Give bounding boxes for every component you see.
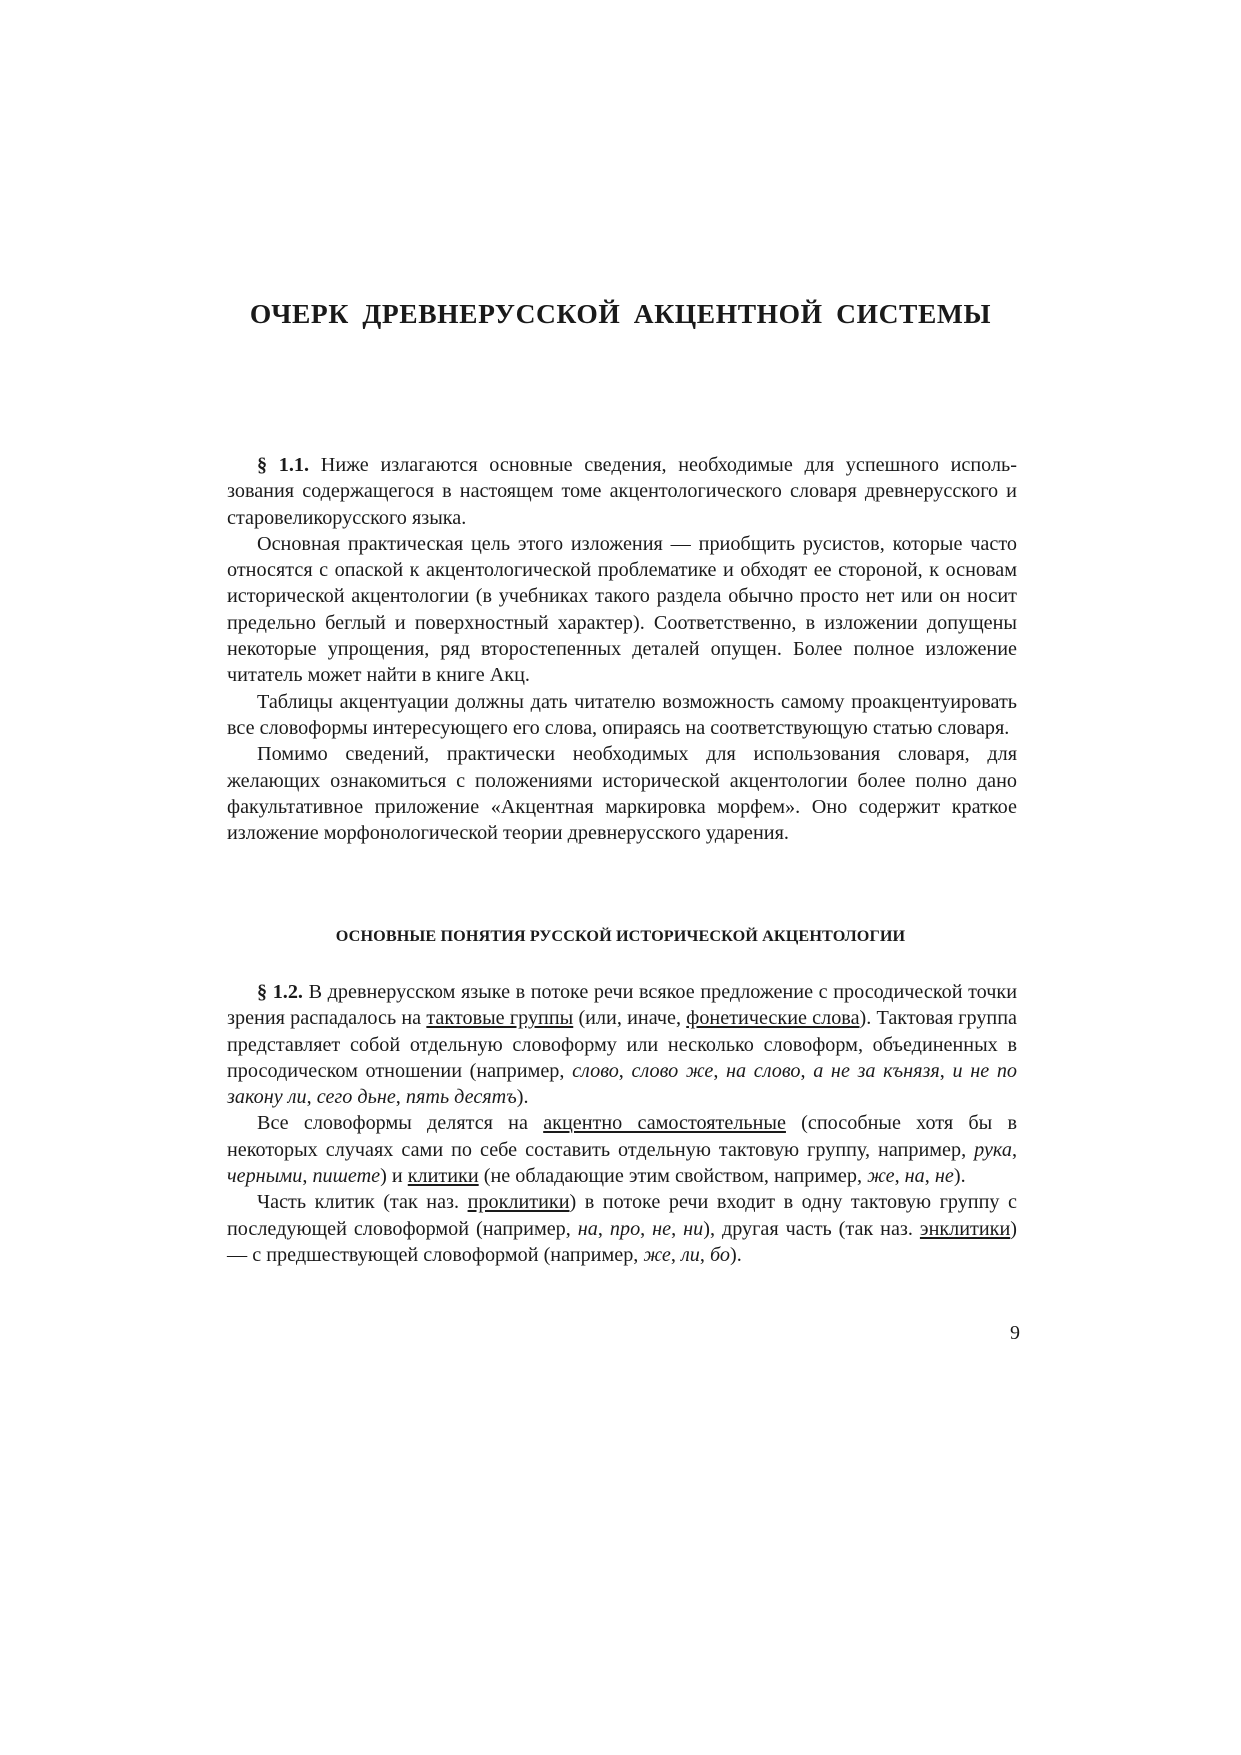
example: на [904,1165,925,1188]
paragraph: § 1.1. Ниже излагаются основные сведения, необходимые для успешного использования содержащегося в настоящем томе акцентологического словаря древнерусского и старовеликорусского языка. [227,454,1018,529]
example: же [643,1243,671,1266]
term: акцентно самостоятельные [543,1112,786,1135]
paragraph: Помимо сведений, практически необходимых для использования словаря, для желающих ознакомиться с положениями исторической акцентологии более полно дано факультативное приложение «Акцентная маркировка морфем». Оно содержит краткое изложение морфонологической теории древнерусского ударения. [227,743,1017,845]
example: сего дьне [316,1086,396,1109]
example: же [867,1165,895,1188]
term: энклитики [919,1217,1011,1240]
section-heading: ОСНОВНЫЕ ПОНЯТИЯ РУССКОЙ ИСТОРИЧЕСКОЙ АКЦЕНТОЛОГИИ [335,927,906,945]
example: и не по закону ли [227,1059,1018,1109]
example: слово же [631,1059,714,1082]
term: тактовые группы [426,1007,574,1030]
paragraph: Таблицы акцентуации должны дать читателю возможность самому проакцентуировать все словоформы интересующего его слова, опираясь на соответствующую статью словаря. [227,690,1017,739]
section-1-2 [227,979,1017,1268]
example: слово [572,1059,619,1082]
example: не [934,1165,954,1188]
section-1-1 [227,452,1017,846]
term: клитики [407,1165,479,1188]
example: рука [974,1138,1012,1161]
example: пять десятъ [405,1086,517,1109]
example: черными [227,1165,303,1188]
page-number: 9 [1010,1322,1020,1344]
example: на слово [726,1059,801,1082]
section-label: § 1.2. [257,981,303,1003]
example: не [652,1217,672,1240]
example: ни [683,1217,704,1240]
section-label: § 1.1. [257,454,310,476]
example: на [577,1217,598,1240]
paragraph: § 1.2. В древнерусском языке в потоке речи всякое предложение с просодической точки зрения распадалось на тактовые группы (или, иначе, фонетические слова). Тактовая группа представляет собой отдельную словоформу или несколько словоформ, объединенных в просодическом отношении (например, слово, слово же, на слово, а не за кънязя, и не по закону ли, сего дьне, пять десятъ). [227,981,1018,1109]
chapter-title: ОЧЕРК ДРЕВНЕРУССКОЙ АКЦЕНТНОЙ СИСТЕМЫ [249,298,992,329]
paragraph: Все словоформы делятся на акцентно самостоятельные (способные хотя бы в некоторых случаях сами по себе составить отдельную тактовую группу, например, рука, черными, пишете) и клитики (не обладающие этим свойством, например, же, на, не). [227,1112,1017,1188]
example: бо [709,1243,730,1266]
example: пишете [312,1165,381,1188]
paragraph: Часть клитик (так наз. проклитики) в потоке речи входит в одну тактовую группу с последующей словоформой (например, на, про, не, ни), другая часть (так наз. энклитики) — с предшествующей словоформой (например, же, ли, бо). [227,1191,1018,1266]
term: фонетические слова [686,1007,860,1030]
example: ли [680,1243,700,1266]
term: проклитики [467,1191,570,1214]
example: а не за кънязя [813,1059,940,1082]
example: про [609,1217,641,1240]
paragraph: Основная практическая цель этого изложения — приобщить русистов, которые часто относятся с опаской к акцентологической проблематике и обходят ее стороной, к основам исторической акцентологии (в учебниках такого раздела обычно просто нет или он носит предельно беглый и поверхностный характер). Соответственно, в изложении допущены некоторые упрощения, ряд второстепенных деталей опущен. Более полное изложение читатель может найти в книге Акц. [227,532,1017,687]
